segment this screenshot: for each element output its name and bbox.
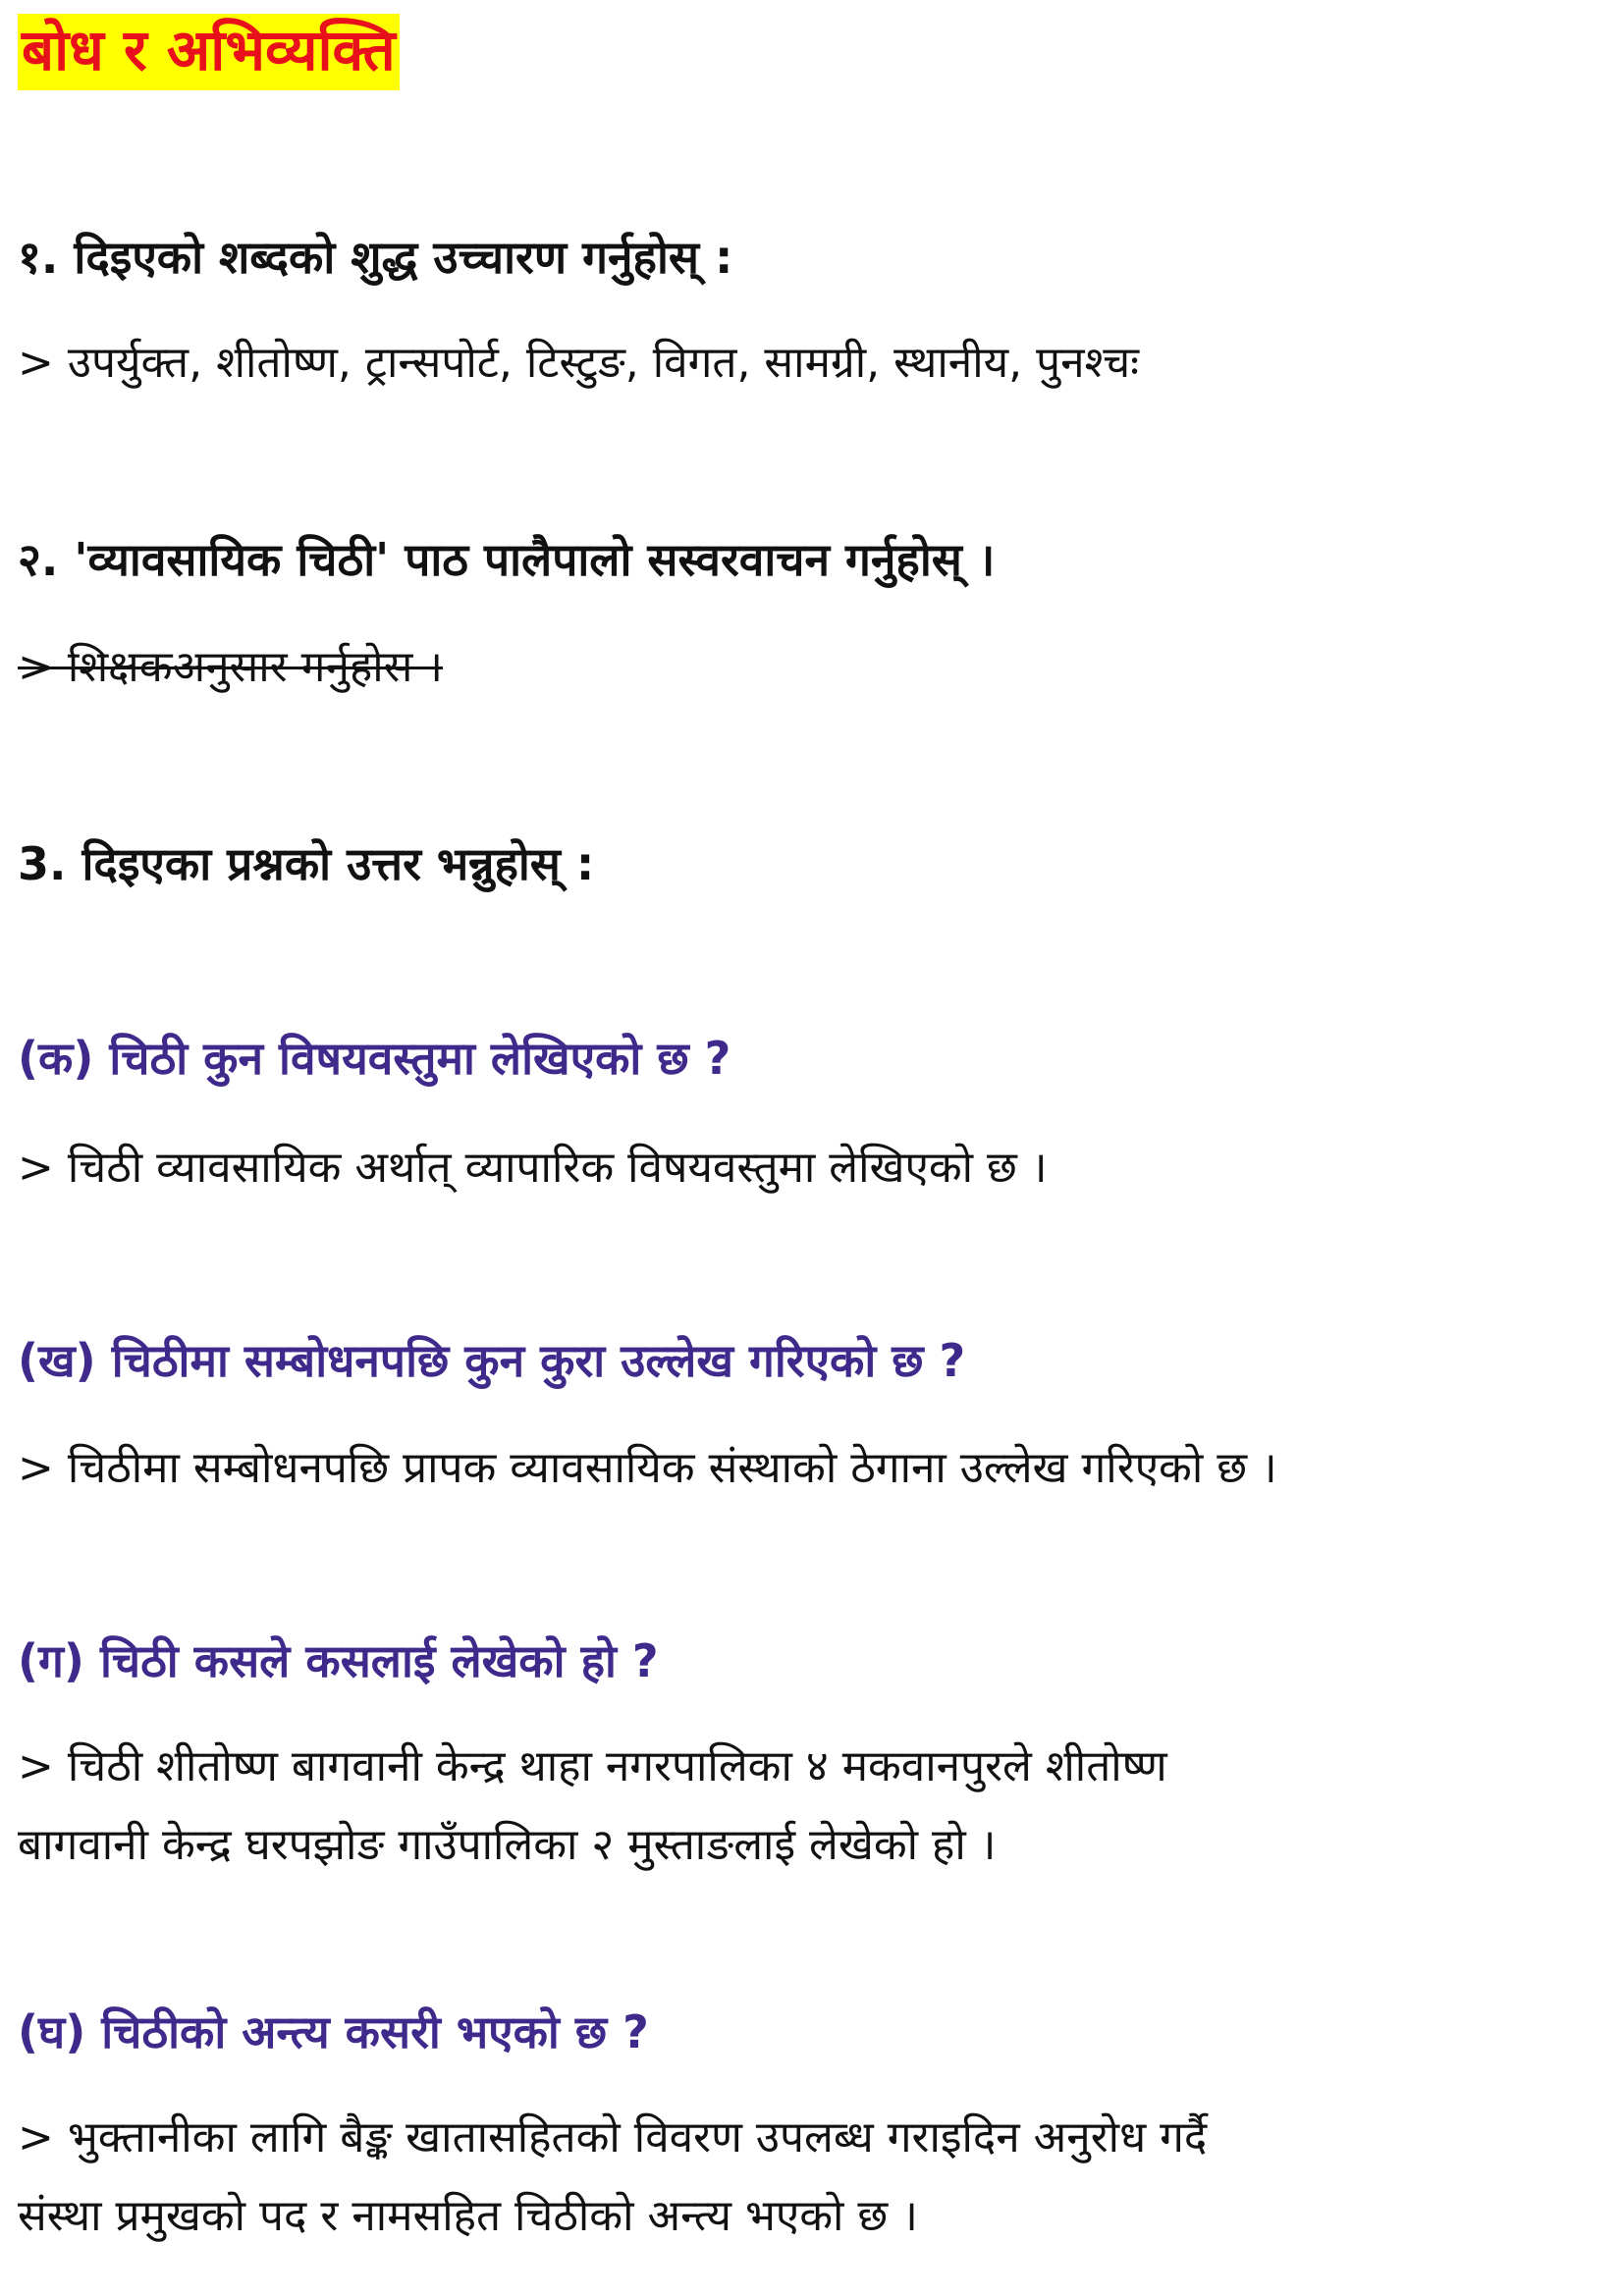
question-kha: (ख) चिठीमा सम्बोधनपछि कुन कुरा उल्लेख गरिएको छ ? [18,1334,966,1387]
answer-kha-line-1: > चिठीमा सम्बोधनपछि प्रापक व्यावसायिक संस्थाको ठेगाना उल्लेख गरिएको छ । [18,1443,1277,1493]
page-title: बोध र अभिव्यक्ति [18,14,400,90]
answer-kha [18,1429,1608,1508]
section-1-answer: > उपर्युक्त, शीतोष्ण, ट्रान्सपोर्ट, टिस्टुङ, विगत, सामग्री, स्थानीय, पुनश्चः [18,338,1140,388]
answer-ka-line-1: > चिठी व्यावसायिक अर्थात् व्यापारिक विषयवस्तुमा लेखिएको छ । [18,1143,1048,1193]
question-ka: (क) चिठी कुन विषयवस्तुमा लेखिएको छ ? [18,1032,731,1085]
question-gha: (घ) चिठीको अन्त्य कसरी भएको छ ? [18,2005,649,2058]
answer-ga-line-2: बागवानी केन्द्र घरपझोङ गाउँपालिका २ मुस्ताङलाई लेखेको हो । [18,1820,997,1870]
section-3-heading: 3. दिइएका प्रश्नको उत्तर भन्नुहोस् : [18,837,595,890]
answer-ka [18,1129,1608,1207]
answer-gha-line-2: संस्था प्रमुखको पद र नामसहित चिठीको अन्त्य भएको छ । [18,2191,918,2241]
question-ga: (ग) चिठी कसले कसलाई लेखेको हो ? [18,1634,659,1687]
section-2-heading: २. 'व्यावसायिक चिठी' पाठ पालैपालो सस्वरवाचन गर्नुहोस् । [18,533,996,586]
answer-ga-line-1: > चिठी शीतोष्ण बागवानी केन्द्र थाहा नगरपालिका ४ मकवानपुरले शीतोष्ण [18,1741,1167,1791]
answer-gha [18,2099,1608,2256]
answer-ga [18,1728,1608,1885]
answer-gha-line-1: > भुक्तानीका लागि बैङ्क खातासहितको विवरण उपलब्ध गराइदिन अनुरोध गर्दै [18,2112,1208,2163]
section-1-heading: १. दिइएको शब्दको शुद्ध उच्चारण गर्नुहोस् : [18,231,733,284]
section-2-answer: > शिक्षकअनुसार गर्नुहोस । [18,642,444,692]
